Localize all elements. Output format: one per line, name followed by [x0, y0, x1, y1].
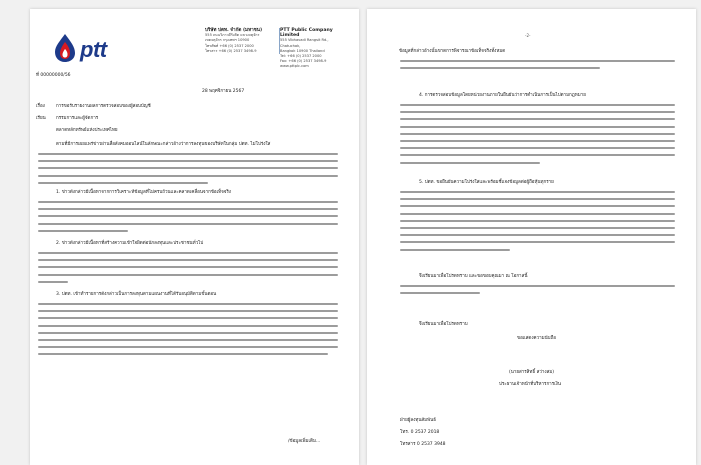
text-line: [400, 133, 675, 135]
text-line: [400, 241, 675, 243]
address-line: 555 Vibhavadi Rangsit Rd., Chatuchak,: [280, 38, 329, 48]
page-number: -2-: [525, 33, 531, 38]
text-line: [400, 198, 675, 200]
text-line: [38, 167, 338, 169]
intro-paragraph: ตามที่มีการเผยแพร่ข่าวผ่านสื่อสังคมออนไลน์ในลักษณะกล่าวอ้างว่าการลงทุนของบริษัทในกลุ่ม ปตท. ไม่โปร่งใส: [56, 142, 271, 147]
letter-page-2: [367, 9, 696, 465]
text-line: [400, 147, 675, 149]
recipient-text: กรรมการและผู้จัดการ: [56, 116, 99, 121]
paragraph-4: 4. การตรวจสอบข้อมูลโดยหน่วยงานภายในยืนยันว่าการดำเนินการเป็นไปตามกฎหมาย: [419, 93, 586, 98]
continued-marker: /ข้อมูลเพิ่มเติม...: [288, 439, 321, 444]
text-line: [38, 153, 338, 155]
cc-text: ตลาดหลักทรัพย์แห่งประเทศไทย: [56, 128, 118, 133]
text-line: [38, 215, 338, 217]
text-line: [400, 191, 675, 193]
ptt-logo: [54, 33, 134, 63]
letter-page-1: [30, 9, 359, 465]
address-line: Fax: +66 (0) 2537 3498-9: [280, 59, 327, 64]
text-line: [38, 201, 338, 203]
paragraph-5: 5. ปตท. ขอยืนยันความโปร่งใสและพร้อมชี้แจงข้อมูลต่อผู้ถือหุ้นทุกราย: [419, 180, 554, 185]
text-line: [400, 292, 480, 294]
text-line: [400, 67, 600, 69]
text-line: [38, 281, 68, 283]
text-line: [38, 252, 338, 254]
text-line: [38, 339, 338, 341]
contact-telephone: โทร. 0 2537 2018: [400, 430, 440, 435]
subject-text: การขอรับรายงานผลการตรวจสอบของผู้สอบบัญชี: [56, 104, 151, 109]
signer-name: (นายสารสิทธิ์ สว่างสม): [509, 370, 555, 375]
text-line: [38, 160, 338, 162]
text-line: [38, 182, 208, 184]
paragraph-3: 3. ปตท. เข้าทำรายการดังกล่าวเป็นการลงทุนตามแผนงานที่ได้รับอนุมัติตามขั้นตอน: [56, 292, 217, 297]
text-line: [38, 303, 338, 305]
address-line: โทรศัพท์ +66 (0) 2537 2000: [205, 43, 254, 48]
company-address-english: [280, 28, 350, 70]
text-line: [38, 230, 128, 232]
address-line: Bangkok 10900 Thailand: [280, 48, 325, 53]
text-line: [400, 118, 675, 120]
text-line: [400, 220, 675, 222]
regards-line: ขอแสดงความนับถือ: [517, 336, 556, 341]
text-line: [38, 332, 338, 334]
closing-paragraph: จึงเรียนมาเพื่อโปรดทราบ และขอขอบคุณมา ณ โอกาสนี้: [419, 274, 528, 279]
text-line: [400, 126, 675, 128]
signer-title: ประธานเจ้าหน้าที่บริหารการเงิน: [499, 382, 561, 387]
text-line: [400, 249, 510, 251]
text-line: [400, 205, 675, 207]
letter-date: 28 พฤศจิกายน 2567: [202, 89, 245, 94]
text-line: [400, 234, 675, 236]
company-name-english: PTT Public Company Limited: [280, 28, 333, 39]
subject-label: เรื่อง: [36, 104, 45, 109]
paragraph-2: 2. ข่าวดังกล่าวมีเนื้อหาที่สร้างความเข้าใจผิดต่อนักลงทุนและประชาชนทั่วไป: [56, 241, 204, 246]
recipient-label: เรียน: [36, 116, 46, 121]
text-line: [400, 140, 675, 142]
text-line: [400, 104, 675, 106]
text-line: [38, 353, 328, 355]
website: www.pttplc.com: [280, 64, 309, 69]
text-line: [400, 162, 540, 164]
text-line: [400, 60, 675, 62]
closing-line: จึงเรียนมาเพื่อโปรดทราบ: [419, 322, 468, 327]
continued-paragraph: ข้อมูลที่กล่าวอ้างนั้นขาดการพิจารณาข้อเท็จจริงทั้งหมด: [399, 49, 506, 54]
address-line: Tel: +66 (0) 2537 2000: [280, 54, 322, 59]
text-line: [400, 111, 675, 113]
logo-wordmark: ptt: [80, 37, 107, 62]
text-line: [38, 266, 338, 268]
text-line: [400, 227, 675, 229]
text-line: [400, 154, 675, 156]
text-line: [38, 274, 338, 276]
text-line: [38, 259, 338, 261]
address-line: เขตจตุจักร กรุงเทพฯ 10900: [205, 38, 250, 43]
text-line: [38, 317, 338, 319]
text-line: [38, 175, 338, 177]
text-line: [400, 285, 675, 287]
address-line: 555 ถนนวิภาวดีรังสิต แขวงจตุจักร: [205, 33, 260, 38]
contact-department: ฝ่ายผู้ลงทุนสัมพันธ์: [400, 418, 436, 423]
text-line: [38, 325, 338, 327]
flame-icon: [54, 33, 78, 63]
text-line: [38, 223, 338, 225]
text-line: [400, 213, 675, 215]
address-line: โทรสาร +66 (0) 2537 3498-9: [205, 48, 257, 53]
text-line: [38, 310, 338, 312]
contact-fax: โทรสาร 0 2537 3948: [400, 442, 446, 447]
company-name-thai: บริษัท ปตท. จำกัด (มหาชน): [205, 28, 263, 33]
reference-number: ที่ 00000000/56: [36, 73, 71, 78]
text-line: [38, 346, 338, 348]
text-line: [38, 208, 338, 210]
company-address-thai: [205, 28, 280, 54]
paragraph-1: 1. ข่าวดังกล่าวมีเนื้อหาจากการวิเคราะห์ข้อมูลที่ไม่ครบถ้วนและคลาดเคลื่อนจากข้อเท็จจริง: [56, 190, 231, 195]
